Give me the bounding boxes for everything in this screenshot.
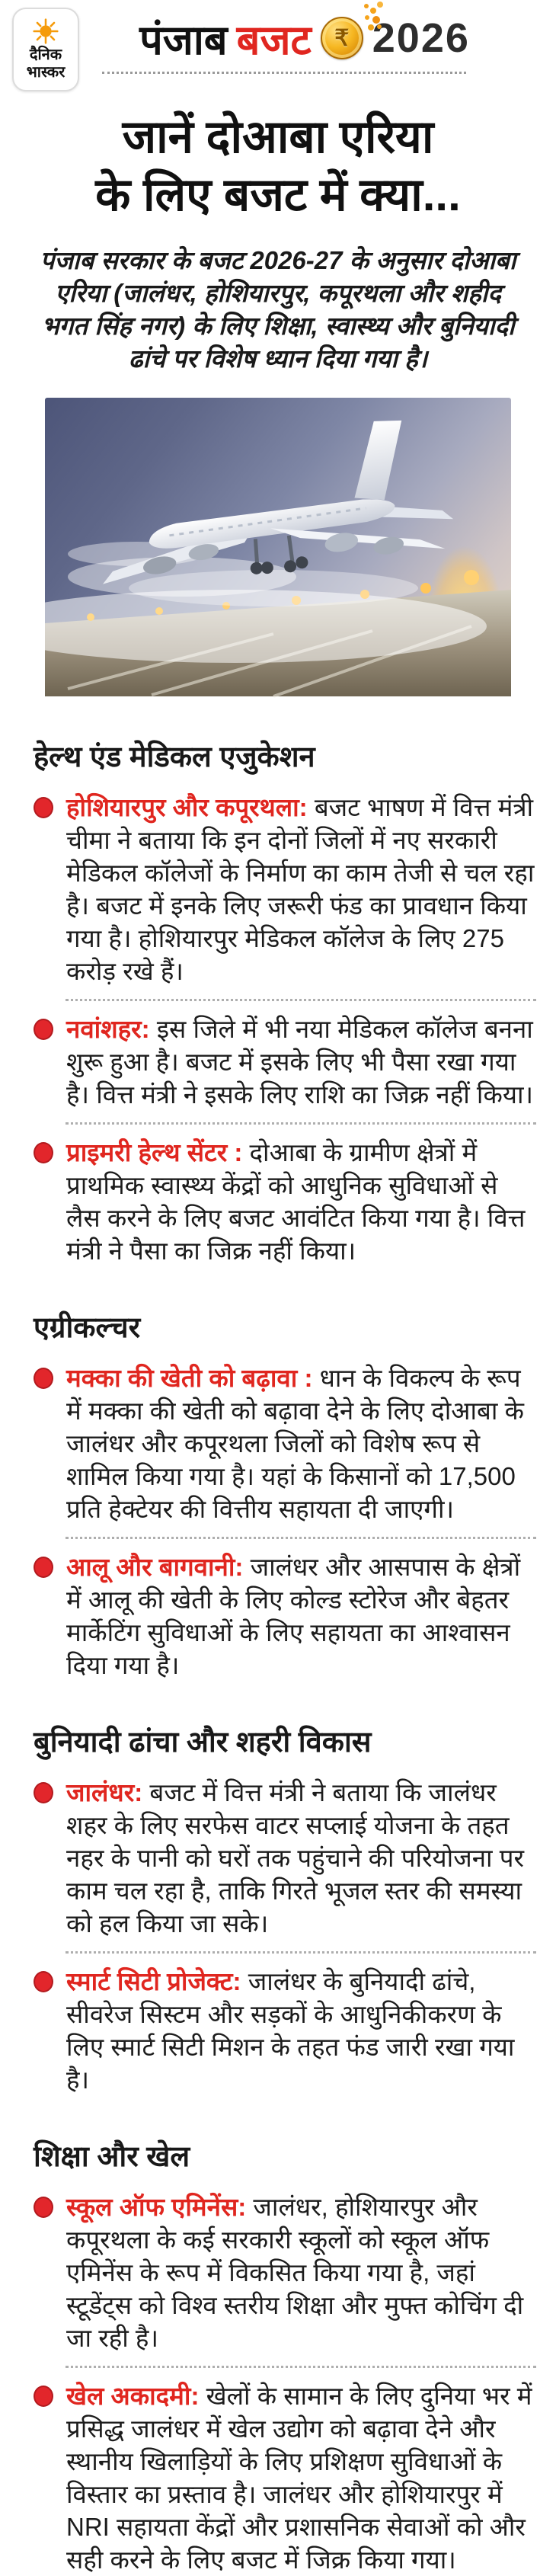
masthead-title: [53, 11, 556, 66]
intro-paragraph: पंजाब सरकार के बजट 2026-27 के अनुसार दोआबा एरिया (जालंधर, होशियारपुर, कपूरथला और शहीद भगत सिंह नगर) के लिए शिक्षा, स्वास्थ्य और बुनियादी ढांचे पर विशेष ध्यान दिया गया है।: [40, 246, 516, 373]
section-items: [34, 1776, 536, 2096]
bullet-item: [34, 2379, 536, 2576]
bullet-text: [66, 1013, 536, 1111]
bullet-icon: [34, 2197, 53, 2218]
sections-container: [0, 736, 556, 2576]
bullet-text: [66, 1362, 536, 1525]
bullet-text: [66, 2190, 536, 2354]
bullet-icon: [34, 1557, 53, 1578]
bullet-icon: [34, 1782, 53, 1803]
masthead: [0, 0, 556, 98]
bullet-body: इस जिले में भी नया मेडिकल कॉलेज बनना शुरू हुआ है। बजट में इसके लिए भी पैसा रखा गया है। वित्त मंत्री ने इसके लिए राशि का जिक्र नहीं किया।: [66, 1015, 534, 1109]
section-items: [34, 791, 536, 1267]
bullet-body: जालंधर के बुनियादी ढांचे, सीवरेज सिस्टम और सड़कों के आधुनिकीकरण के लिए स्मार्ट सिटी मिशन के तहत फंड जारी रखा गया है।: [66, 1967, 515, 2094]
bullet-text: [66, 2379, 536, 2576]
bullet-item: [34, 1136, 536, 1267]
bullet-item: [34, 1965, 536, 2096]
dotted-divider: [66, 2366, 536, 2368]
headline: [0, 108, 556, 224]
bullet-item: [34, 2190, 536, 2354]
bullet-item: [34, 1550, 536, 1682]
rupee-coin-icon: [321, 17, 363, 59]
bullet-item: [34, 1013, 536, 1111]
bullet-icon: [34, 1368, 53, 1389]
bullet-item: [34, 791, 536, 987]
dotted-divider: [66, 999, 536, 1001]
bullet-keyword: आलू और बागवानी:: [66, 1553, 244, 1581]
bullet-text: [66, 1550, 536, 1682]
dainik-bhaskar-logo: [12, 8, 79, 91]
bullet-keyword: होशियारपुर और कपूरथला:: [66, 793, 308, 821]
rupee-symbol: ₹: [334, 25, 350, 51]
logo-text-line1: दैनिक: [29, 46, 62, 63]
bullet-keyword: प्राइमरी हेल्थ सेंटर :: [66, 1138, 243, 1166]
section-heading: बुनियादी ढांचा और शहरी विकास: [34, 1726, 372, 1758]
bullet-icon: [34, 2386, 53, 2407]
airplane-photo: [45, 398, 511, 696]
bullet-icon: [34, 1142, 53, 1163]
section-items: [34, 1362, 536, 1682]
section-items: [34, 2190, 536, 2576]
dotted-divider: [66, 1122, 536, 1125]
section-heading: एग्रीकल्चर: [34, 1312, 141, 1344]
bullet-body: बजट भाषण में वित्त मंत्री चीमा ने बताया कि इन दोनों जिलों में नए सरकारी मेडिकल कॉलेजों के निर्माण का काम तेजी से चल रहा है। बजट में इनके लिए जरूरी फंड का प्रावधान किया गया है। होशियारपुर मेडिकल कॉलेज के लिए 275 करोड़ रखे हैं।: [66, 793, 535, 985]
bullet-text: [66, 1776, 536, 1940]
bullet-item: [34, 1362, 536, 1525]
section-heading: हेल्थ एंड मेडिकल एजुकेशन: [34, 741, 315, 773]
bullet-keyword: नवांशहर:: [66, 1015, 150, 1043]
bullet-item: [34, 1776, 536, 1940]
logo-text-line2: भास्कर: [26, 64, 66, 81]
section: [34, 1721, 536, 2096]
bullet-keyword: स्मार्ट सिटी प्रोजेक्ट:: [66, 1967, 241, 1995]
section: [34, 1307, 536, 1682]
section-heading: शिक्षा और खेल: [34, 2141, 190, 2173]
masthead-dotted-rule: [102, 72, 466, 74]
sun-icon: [33, 18, 59, 44]
dotted-divider: [66, 1537, 536, 1539]
masthead-word-budget: बजट: [236, 18, 312, 63]
dotted-divider: [66, 1951, 536, 1954]
bullet-body: दोआबा के ग्रामीण क्षेत्रों में प्राथमिक स्वास्थ्य केंद्रों को आधुनिक सुविधाओं से लैस करने के लिए बजट आवंटित किया गया है। वित्त मंत्री ने पैसा का जिक्र नहीं किया।: [66, 1138, 526, 1265]
bullet-body: जालंधर, होशियारपुर और कपूरथला के कई सरकारी स्कूलों को स्कूल ऑफ एमिनेंस के रूप में विकसित किया गया है, जहां स्टूडेंट्स को विश्व स्तरीय शिक्षा और मुफ्त कोचिंग दी जा रही है।: [66, 2193, 524, 2352]
bullet-keyword: खेल अकादमी:: [66, 2382, 200, 2410]
bullet-icon: [34, 1019, 53, 1040]
bullet-body: खेलों के सामान के लिए दुनिया भर में प्रसिद्ध जालंधर में खेल उद्योग को बढ़ावा देने और स्थानीय खिलाड़ियों के लिए प्रशिक्षण सुविधाओं के विस्तार का प्रस्ताव है। जालंधर और होशियारपुर में NRI सहायता केंद्रों और प्रशासनिक सेवाओं को और सही करने के लिए बजट में जिक्र किया गया।: [66, 2382, 532, 2574]
bullet-text: [66, 791, 536, 987]
headline-line2: के लिए बजट में क्या...: [95, 169, 461, 220]
airplane-illustration: [45, 398, 511, 696]
bullet-body: जालंधर और आसपास के क्षेत्रों में आलू की खेती के लिए कोल्ड स्टोरेज और बेहतर मार्केटिंग सुविधाओं के लिए सहायता का आश्वासन दिया गया है।: [66, 1553, 521, 1679]
bullet-keyword: जालंधर:: [66, 1778, 143, 1806]
bullet-text: [66, 1136, 536, 1267]
masthead-word-punjab: पंजाब: [139, 18, 228, 63]
bullet-text: [66, 1965, 536, 2096]
section: [34, 2136, 536, 2576]
bullet-icon: [34, 797, 53, 818]
bullet-keyword: मक्का की खेती को बढ़ावा :: [66, 1364, 313, 1392]
section: [34, 736, 536, 1267]
bullet-body: बजट में वित्त मंत्री ने बताया कि जालंधर शहर के लिए सरफेस वाटर सप्लाई योजना के तहत नहर के पानी को घरों तक पहुंचाने की परियोजना पर काम चल रहा है, ताकि गिरते भूजल स्तर की समस्या को हल किया जा सके।: [66, 1778, 524, 1938]
bullet-body: धान के विकल्प के रूप में मक्का की खेती को बढ़ावा देने के लिए दोआबा के जालंधर और कपूरथला जिलों को विशेष रूप से शामिल किया गया है। यहां के किसानों को 17,500 प्रति हेक्टेयर की वित्तीय सहायता दी जाएगी।: [66, 1364, 524, 1523]
bullet-icon: [34, 1971, 53, 1992]
headline-line1: जानें दोआबा एरिया: [122, 111, 434, 162]
bullet-keyword: स्कूल ऑफ एमिनेंस:: [66, 2193, 247, 2221]
masthead-year: 2026: [372, 15, 470, 61]
